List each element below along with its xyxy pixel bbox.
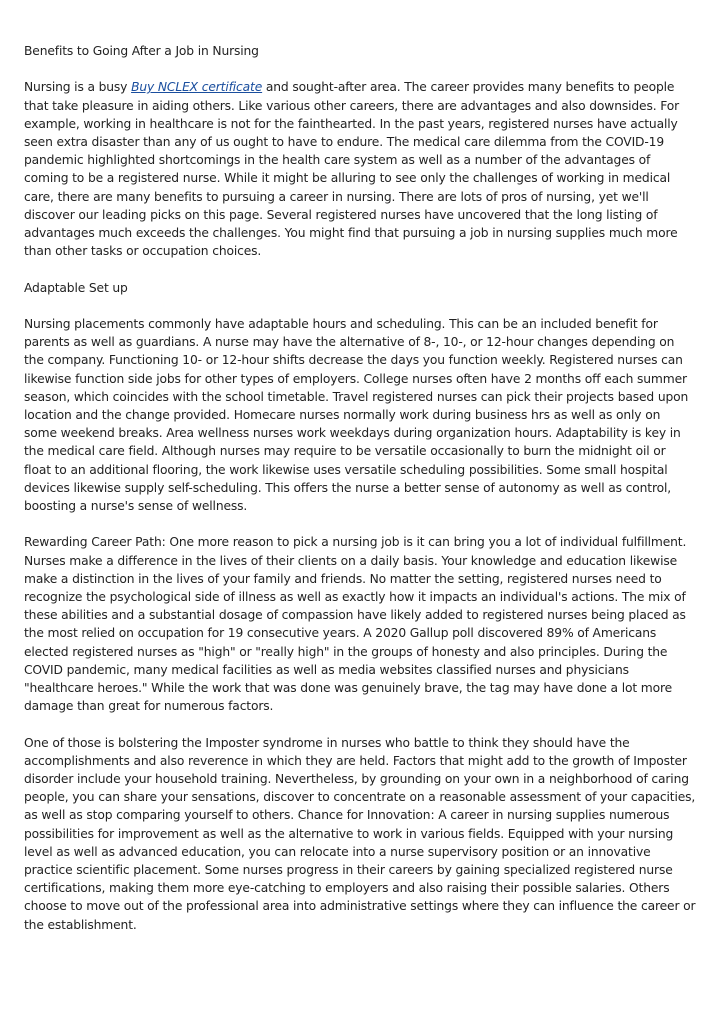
paragraph-adaptable-schedule: Nursing placements commonly have adaptable hours and scheduling. This can be an included benefit for parents as well as guardians. A nurse may have the alternative of 8-, 10-, or 12-hour changes depending on the company. Functioning 10- or 12-hour shifts decrease the days you function weekly. Registered nurses can likewise function side jobs for other types of employers. College nurses often have 2 months off each summer season, which coincides with the school timetable. Travel registered nurses can pick their projects based upon location and the change provided. Homecare nurses normally work during business hrs as well as only on some weekend breaks. Area wellness nurses work weekdays during organization hours. Adaptability is key in the medical care field. Although nurses may require to be versatile occasionally to burn the midnight oil or float to an additional flooring, the work likewise uses versatile scheduling possibilities. Some small hospital devices likewise supply self-scheduling. This offers the nurse a better sense of autonomy as well as control, boosting a nurse's sense of wellness. — [24, 317, 689, 514]
intro-paragraph — [24, 78, 696, 260]
intro-text-before-link: Nursing is a busy — [24, 80, 132, 95]
paragraph-imposter-syndrome: One of those is bolstering the Imposter syndrome in nurses who battle to think they should have the accomplishments and also reverence in which they are held. Factors that might add to the growth of Imposter disorder include your household training. Nevertheless, by grounding on your own in a neighborhood of caring people, you can share your sensations, discover to concentrate on a reasonable assessment of your capacities, as well as stop comparing yourself to others. Chance for Innovation: A career in nursing supplies numerous possibilities for improvement as well as the alternative to work in various fields. Equipped with your nursing level as well as advanced education, you can relocate into a nurse supervisory position or an innovative practice scientific placement. Some nurses progress in their careers by gaining specialized registered nurse certifications, making them more eye-catching to employers and also raising their possible salaries. Others choose to move out of the professional area into administrative settings where they can influence the career or the establishment. — [24, 735, 696, 932]
paragraph-rewarding-career: Rewarding Career Path: One more reason to pick a nursing job is it can bring you a lot of individual fulfillment. Nurses make a difference in the lives of their clients on a daily basis. Your knowledge and education likewise make a distinction in the lives of your family and friends. No matter the setting, registered nurses need to recognize the psychological side of illness as well as exactly how it impacts an individual's actions. The mix of these abilities and a substantial dosage of compassion have likely added to registered nurses being placed as the most relied on occupation for 19 consecutive years. A 2020 Gallup poll discovered 89% of Americans elected registered nurses as "high" or "really high" in the groups of honesty and also principles. During the COVID pandemic, many medical facilities as well as media websites classified nurses and physicians "healthcare heroes." While the work that was done was genuinely brave, the tag may have done a lot more damage than great for numerous factors. — [24, 535, 687, 714]
section-heading: Adaptable Set up — [24, 280, 128, 295]
intro-text-after-link: and sought-after area. The career provides many benefits to people that take pleasure in aiding others. Like various other careers, there are advantages and also downsides. For example, working in healthcare is not for the fainthearted. In the past years, registered nurses have actually seen extra disaster than any of us ought to have to endure. The medical care dilemma from the COVID-19 pandemic highlighted shortcomings in the health care system as well as a number of the advantages of coming to be a registered nurse. While it might be alluring to see only the challenges of working in medical care, there are many benefits to pursuing a career in nursing. There are lots of pros of nursing, yet we'll discover our leading picks on this page. Several registered nurses have uncovered that the long listing of advantages much exceeds the challenges. You might find that pursuing a job in nursing supplies much more than other tasks or occupation choices. — [24, 80, 679, 259]
page-title: Benefits to Going After a Job in Nursing — [24, 44, 259, 58]
nclex-certificate-link[interactable]: Buy NCLEX certificate — [131, 80, 263, 95]
document-body — [24, 42, 696, 952]
